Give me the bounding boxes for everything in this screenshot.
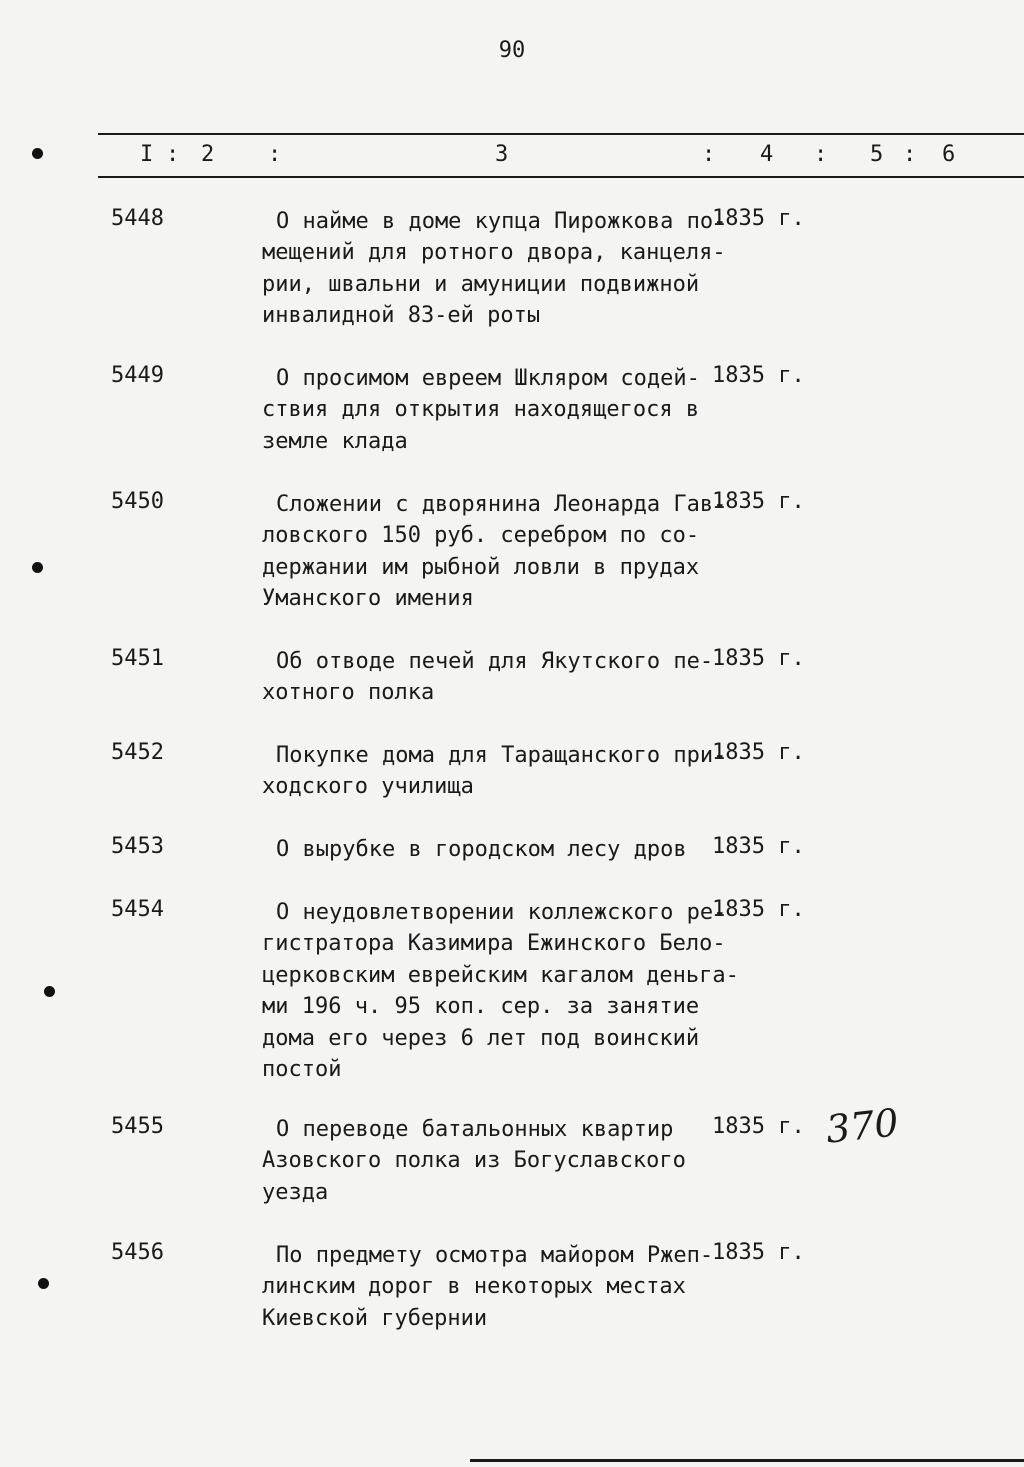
description-line: ловского 150 руб. серебром по со- <box>262 523 700 549</box>
record-description <box>262 646 722 709</box>
header-sep: : <box>702 142 716 167</box>
description-line: постой <box>262 1057 342 1083</box>
header-col-1: I <box>140 142 154 167</box>
record-year: 1835 г. <box>712 740 805 765</box>
record-year: 1835 г. <box>712 1114 805 1139</box>
record-year: 1835 г. <box>712 1240 805 1265</box>
record-number: 5448 <box>111 206 164 231</box>
record-description <box>262 363 722 457</box>
description-line: По предмету осмотра майором Ржеп- <box>276 1243 714 1268</box>
description-line: Об отводе печей для Якутского пе- <box>276 649 714 674</box>
description-line: гистратора Казимира Ежинского Бело- <box>262 931 726 957</box>
record-number: 5456 <box>111 1240 164 1265</box>
binder-hole <box>38 1278 49 1289</box>
description-line: церковским еврейским кагалом деньга- <box>262 962 739 988</box>
record-description <box>262 206 727 332</box>
description-line: Покупке дома для Таращанского при- <box>276 743 727 768</box>
handwritten-sheet-number: 370 <box>823 1100 901 1152</box>
record-year: 1835 г. <box>712 834 805 859</box>
record-year: 1835 г. <box>712 897 805 922</box>
binder-hole <box>32 562 43 573</box>
header-sep: : <box>903 142 917 167</box>
record-number: 5451 <box>111 646 164 671</box>
description-line: О переводе батальонных квартир <box>276 1117 674 1142</box>
binder-hole <box>44 986 55 997</box>
description-line: уезда <box>262 1179 329 1205</box>
record-number: 5452 <box>111 740 164 765</box>
header-rule-top <box>98 133 1024 135</box>
record-description <box>262 897 739 1085</box>
header-rule-bottom <box>98 176 1024 178</box>
record-description <box>262 740 727 803</box>
record-description <box>262 834 722 865</box>
description-line: мещений для ротного двора, канцеля- <box>262 240 726 266</box>
description-line: линским дорог в некоторых местах <box>262 1274 686 1300</box>
description-line: дома его через 6 лет под воинский <box>262 1025 700 1051</box>
record-description <box>262 1240 722 1334</box>
description-line: держании им рыбной ловли в прудах <box>262 554 700 580</box>
description-line: Сложении с дворянина Леонарда Гав- <box>276 492 727 517</box>
description-line: рии, швальни и амуниции подвижной <box>262 271 700 297</box>
description-line: инвалидной 83-ей роты <box>262 303 541 329</box>
record-number: 5454 <box>111 897 164 922</box>
record-number: 5449 <box>111 363 164 388</box>
description-line: ствия для открытия находящегося в <box>262 397 700 423</box>
description-line: О найме в доме купца Пирожкова по- <box>276 209 727 234</box>
record-year: 1835 г. <box>712 363 805 388</box>
header-sep: : <box>166 142 180 167</box>
description-line: ми 196 ч. 95 коп. сер. за занятие <box>262 994 700 1020</box>
description-line: ходского училища <box>262 774 474 800</box>
header-sep: : <box>814 142 828 167</box>
record-description <box>262 1114 722 1208</box>
header-col-5: 5 <box>870 142 884 167</box>
header-col-2: 2 <box>201 142 215 167</box>
description-line: хотного полка <box>262 680 435 706</box>
page-number: 90 <box>498 38 526 63</box>
description-line: О просимом евреем Шкляром содей- <box>276 366 700 391</box>
footer-rule <box>470 1459 1024 1462</box>
record-number: 5453 <box>111 834 164 859</box>
description-line: О неудовлетворении коллежского ре- <box>276 900 727 925</box>
header-col-4: 4 <box>760 142 774 167</box>
description-line: Киевской губернии <box>262 1305 488 1331</box>
header-col-6: 6 <box>942 142 956 167</box>
description-line: земле клада <box>262 428 408 454</box>
description-line: О вырубке в городском лесу дров <box>276 837 687 862</box>
description-line: Азовского полка из Богуславского <box>262 1148 686 1174</box>
header-col-3: 3 <box>495 142 509 167</box>
record-number: 5450 <box>111 489 164 514</box>
record-year: 1835 г. <box>712 489 805 514</box>
record-year: 1835 г. <box>712 206 805 231</box>
header-sep: : <box>268 142 282 167</box>
record-year: 1835 г. <box>712 646 805 671</box>
description-line: Уманского имения <box>262 586 474 612</box>
binder-hole <box>32 148 43 159</box>
record-description <box>262 489 727 615</box>
record-number: 5455 <box>111 1114 164 1139</box>
